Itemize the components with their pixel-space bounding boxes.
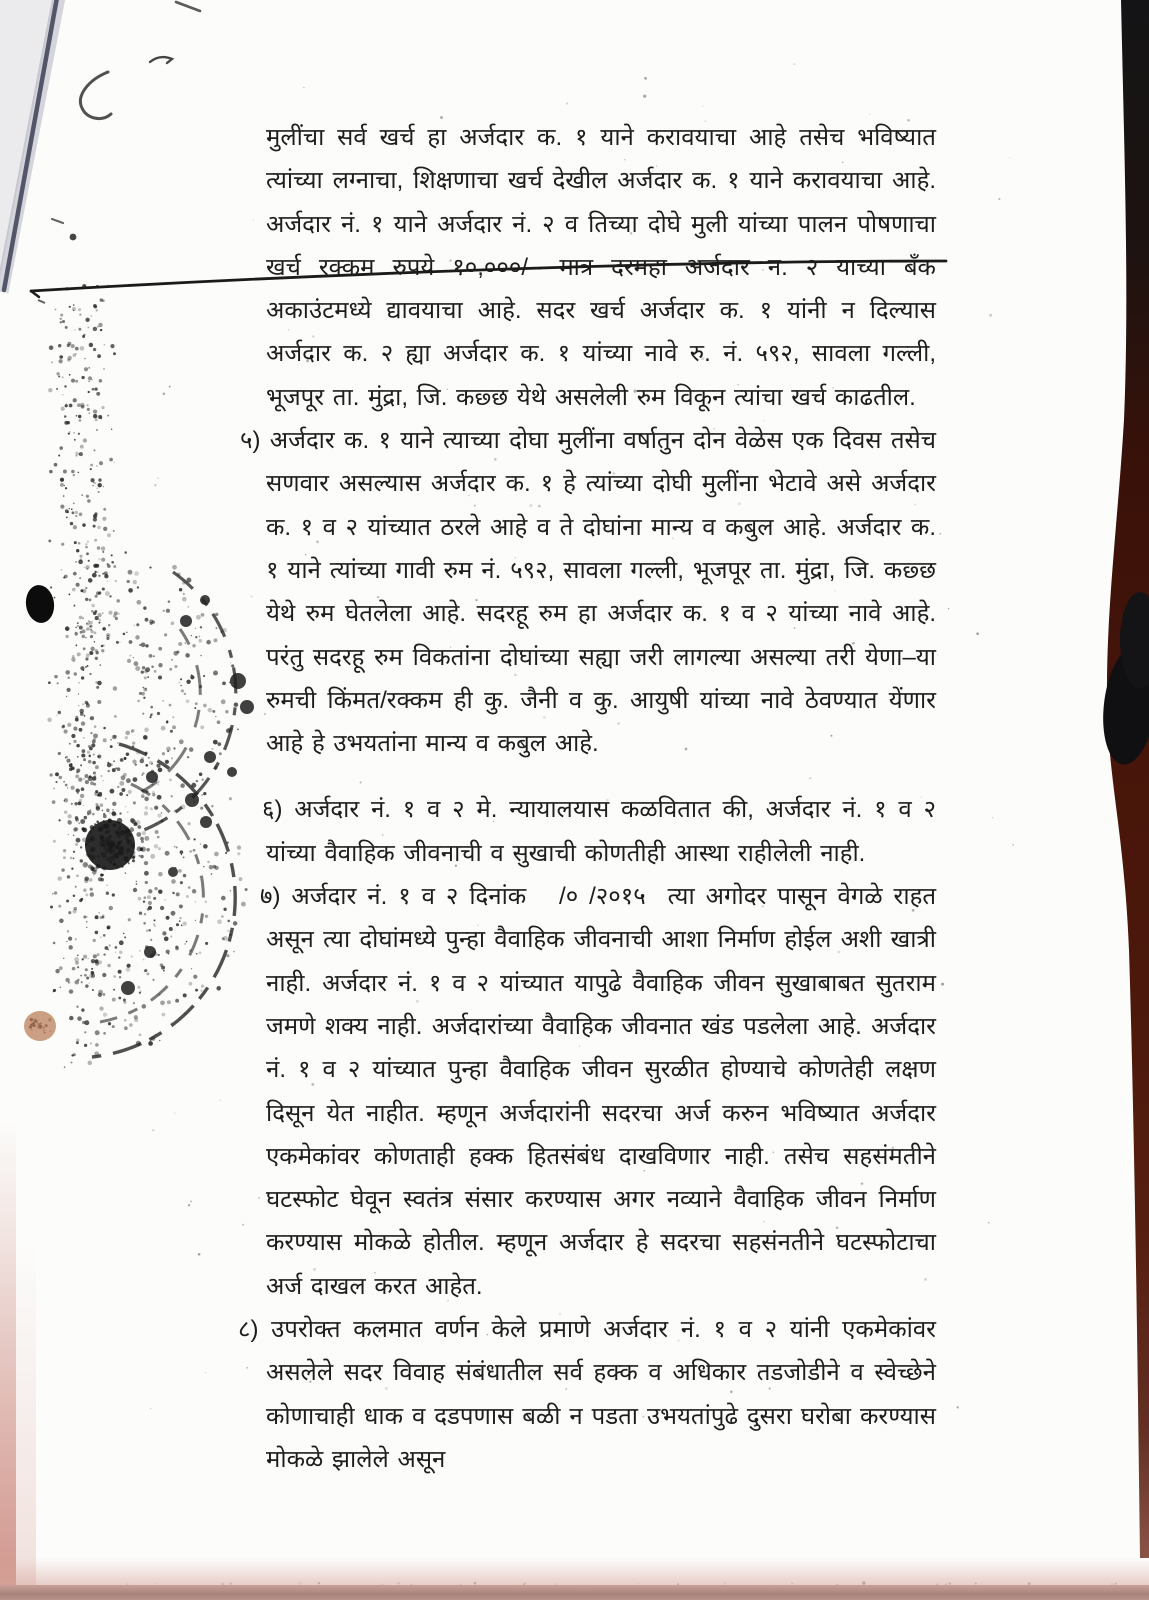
- clause-number: ७): [260, 883, 292, 911]
- clause-number: ५): [240, 427, 270, 455]
- pen-scribble-marks: [52, 2, 200, 240]
- binder-clip-shadow-upper: [1120, 592, 1149, 688]
- document-text-block: [238, 116, 937, 1481]
- clause-text: अर्जदार क. १ याने त्याच्या दोघा मुलींना वर्षातुन दोन वेळेस एक दिवस तसेच सणवार असल्यास अर्जदार क. १ हे त्यांच्या दोघी मुलींना भेटावे असे अर्जदार क. १ व २ यांच्यात ठरले आहे व ते दोघांना मान्य व कबुल आहे. अर्जदार क. १ याने त्यांच्या गावी रुम नं. ५९२, सावला गल्ली, भूजपूर ता. मुंद्रा, जि. कछ्छ येथे रुम घेतलेला आहे. सदरहू रुम हा अर्जदार क. १ व २ यांच्या नावे आहे. परंतु सदरहू रुम विकतांना दोघांच्या सह्या जरी लागल्या असल्या तरी येणा–या रुमची किंमत/रक्कम ही कु. जैनी व कु. आयुषी यांच्या नावे ठेवण्यात येंणार आहे हे उभयतांना मान्य व कबुल आहे.: [266, 427, 936, 758]
- scan-edge-left: [0, 1120, 16, 1600]
- scan-edge-bottom-fade: [0, 1558, 1149, 1586]
- clause-text: अर्जदार नं. १ व २ दिनांक /० /२०१५ त्या अगोदर पासून वेगळे राहत असून त्या दोघांमध्ये पुन्हा वैवाहिक जीवनाची आशा निर्माण होईल अशी खात्री नाही. अर्जदार नं. १ व २ यांच्यात यापुढे वैवाहिक जीवन सुखाबाबत सुतराम जमणे शक्य नाही. अर्जदारांच्या वैवाहिक जीवनात खंड पडलेला आहे. अर्जदार नं. १ व २ यांच्यात पुन्हा वैवाहिक जीवन सुरळीत होण्याचे कोणतेही लक्षण दिसून येत नाहीत. म्हणून अर्जदारांनी सदरचा अर्ज करुन भविष्यात अर्जदार एकमेकांवर कोणताही हक्क हितसंबंध दाखविणार नाही. तसेच सहसंमतीने घटस्फोट घेवून स्वतंत्र संसार करण्यास अगर नव्याने वैवाहिक जीवन निर्माण करण्यास मोकळे होतील. म्हणून अर्जदार हे सदरचा सहसंनतीने घटस्फोटाचा अर्ज दाखल करत आहेत.: [266, 883, 937, 1300]
- scan-edge-right: [1097, 0, 1149, 1558]
- clause-number: ६): [262, 796, 295, 824]
- court-stamp-lower: [85, 744, 235, 1057]
- clause-5-paragraph: [240, 419, 936, 765]
- clause-number: ८): [238, 1316, 272, 1344]
- paper-spot-brown: [24, 1011, 56, 1041]
- clause-6-paragraph: [262, 788, 937, 875]
- hole-punch-mark: [23, 583, 56, 625]
- scan-edge-bottom: [0, 1585, 1149, 1600]
- clause-text: अर्जदार नं. १ व २ मे. न्यायालयास कळवितात की, अर्जदार नं. १ व २ यांच्या वैवाहिक जीवनाची व सुखाची कोणतीही आस्था राहीलेली नाही.: [266, 796, 937, 867]
- clause-text: उपरोक्त कलमात वर्णन केले प्रमाणे अर्जदार नं. १ व २ यांनी एकमेकांवर असलेले सदर विवाह संबंधातील सर्व हक्क व अधिकार तडजोडीने व स्वेच्छेने कोणाचाही धाक व दडपणास बळी न पडता उभयतांपुढे दुसरा घरोबा करण्यास मोकळे झालेले असून: [266, 1316, 937, 1473]
- clause-8-paragraph: [238, 1308, 937, 1481]
- binder-clip-shadow: [1097, 642, 1149, 767]
- clause-4-continuation-paragraph: [266, 116, 936, 419]
- stamp-ink-blob: [85, 820, 135, 870]
- clause-7-paragraph: [260, 875, 937, 1308]
- court-stamp-upper: [126, 572, 254, 836]
- clause-text: मुलींचा सर्व खर्च हा अर्जदार क. १ याने करावयाचा आहे तसेच भविष्यात त्यांच्या लग्नाचा, शिक्षणाचा खर्च देखील अर्जदार क. १ याने करावयाचा आहे. अर्जदार नं. १ याने अर्जदार नं. २ व तिच्या दोघे मुली यांच्या पालन पोषणाचा खर्च रक्कम रुपये १०,०००/– मात्र दरमहा अर्जदार न. २ याच्या बँक अकाउंटमध्ये द्यावयाचा आहे. सदर खर्च अर्जदार क. १ यांनी न दिल्यास अर्जदार क. २ ह्या अर्जदार क. १ यांच्या नावे रु. नं. ५९२, सावला गल्ली, भूजपूर ता. मुंद्रा, जि. कछ्छ येथे असलेली रुम विकून त्यांचा खर्च काढतील.: [266, 124, 936, 411]
- page-fold-line: [0, 0, 60, 292]
